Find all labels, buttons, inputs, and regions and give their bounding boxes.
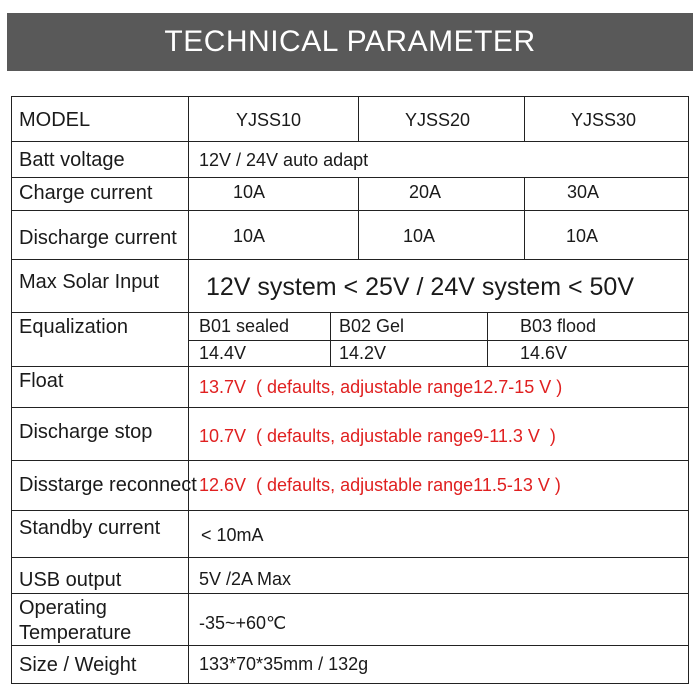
equalization-label: Equalization — [19, 316, 128, 338]
equalization-type-b03: B03 flood — [520, 316, 597, 336]
row-divider — [11, 593, 689, 594]
charge-current-yjss30: 30A — [567, 182, 600, 202]
model-yjss10: YJSS10 — [236, 110, 302, 130]
equalization-voltage-b03: 14.6V — [520, 343, 568, 363]
row-divider — [11, 177, 689, 178]
discharge-current-label: Discharge current — [19, 227, 177, 249]
row-divider — [11, 312, 689, 313]
charge-current-label: Charge current — [19, 182, 153, 204]
header-bar — [7, 13, 693, 71]
discharge-stop-label: Discharge stop — [19, 421, 153, 443]
row-divider — [11, 460, 689, 461]
operating-temperature-label-line2: Temperature — [19, 622, 132, 644]
model-yjss20: YJSS20 — [405, 110, 471, 130]
standby-current-value: < 10mA — [201, 525, 264, 545]
column-divider — [524, 96, 525, 141]
batt-voltage-value: 12V / 24V auto adapt — [199, 150, 369, 170]
usb-output-value: 5V /2A Max — [199, 569, 292, 589]
disstarge-reconnect-value: 12.6V ( defaults, adjustable range11.5-13 V ) — [199, 475, 561, 495]
discharge-stop-value: 10.7V ( defaults, adjustable range9-11.3 V ) — [199, 426, 556, 446]
row-divider — [11, 407, 689, 408]
size-weight-value: 133*70*35mm / 132g — [199, 654, 369, 674]
discharge-current-yjss30: 10A — [566, 226, 599, 246]
charge-current-yjss20: 20A — [409, 182, 442, 202]
column-divider — [188, 96, 189, 684]
float-label: Float — [19, 370, 64, 392]
row-divider — [188, 340, 689, 341]
row-divider — [11, 645, 689, 646]
equalization-voltage-b02: 14.2V — [339, 343, 387, 363]
page-title: TECHNICAL PARAMETER — [164, 25, 536, 58]
disstarge-reconnect-label: Disstarge reconnect — [19, 474, 197, 496]
operating-temperature-label-line1: Operating — [19, 597, 107, 619]
charge-current-yjss10: 10A — [233, 182, 266, 202]
column-divider — [358, 177, 359, 259]
row-divider — [11, 366, 689, 367]
row-divider — [11, 210, 689, 211]
row-divider — [11, 557, 689, 558]
max-solar-input-label: Max Solar Input — [19, 271, 160, 293]
standby-current-label: Standby current — [19, 517, 161, 539]
column-divider — [330, 312, 331, 366]
row-divider — [11, 510, 689, 511]
model-label: MODEL — [19, 109, 91, 131]
discharge-current-yjss10: 10A — [233, 226, 266, 246]
equalization-type-b01: B01 sealed — [199, 316, 290, 336]
usb-output-label: USB output — [19, 569, 122, 591]
equalization-type-b02: B02 Gel — [339, 316, 405, 336]
operating-temperature-value: -35~+60℃ — [199, 613, 287, 633]
model-yjss30: YJSS30 — [571, 110, 637, 130]
size-weight-label: Size / Weight — [19, 654, 137, 676]
max-solar-input-value: 12V system < 25V / 24V system < 50V — [206, 273, 634, 301]
equalization-voltage-b01: 14.4V — [199, 343, 247, 363]
batt-voltage-label: Batt voltage — [19, 149, 125, 171]
row-divider — [11, 259, 689, 260]
float-value: 13.7V ( defaults, adjustable range12.7-15 V ) — [199, 377, 563, 397]
discharge-current-yjss20: 10A — [403, 226, 436, 246]
column-divider — [487, 312, 488, 366]
column-divider — [358, 96, 359, 141]
row-divider — [11, 141, 689, 142]
column-divider — [524, 177, 525, 259]
